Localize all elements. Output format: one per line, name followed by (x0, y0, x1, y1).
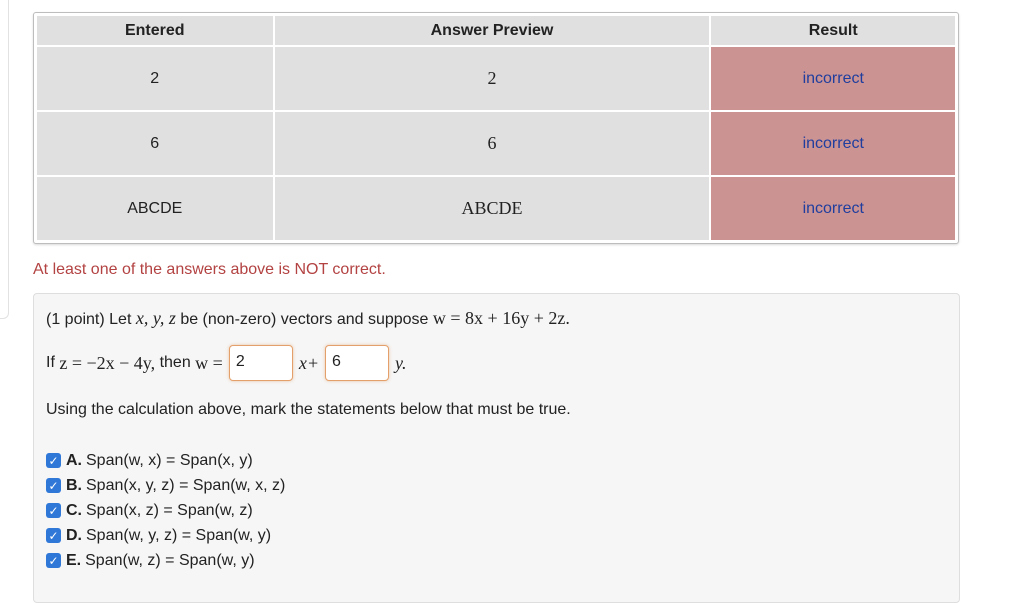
option-letter: E. (66, 551, 82, 569)
entered-cell: 6 (37, 112, 273, 175)
instruction-text: Using the calculation above, mark the statements below that must be true. (46, 401, 571, 418)
option-e[interactable] (46, 548, 285, 573)
answer-input-1[interactable]: 2 (229, 345, 293, 381)
table-row (37, 112, 955, 175)
option-b[interactable] (46, 473, 285, 498)
w-equation: w = 8x + 16y + 2z. (432, 308, 570, 328)
result-cell: incorrect (711, 47, 955, 110)
option-text: Span(w, y, z) = Span(w, y) (86, 526, 272, 544)
option-text: Span(w, z) = Span(w, y) (85, 551, 255, 569)
entered-cell: ABCDE (37, 177, 273, 240)
option-letter: D. (66, 526, 82, 544)
side-panel-edge (0, 0, 9, 319)
option-text: Span(w, x) = Span(x, y) (86, 451, 253, 469)
x-plus-label: x+ (298, 352, 319, 373)
answer-line (46, 345, 406, 381)
result-cell: incorrect (711, 177, 955, 240)
if-label: If (46, 354, 55, 371)
option-a[interactable] (46, 448, 285, 473)
option-d[interactable] (46, 523, 285, 548)
option-c[interactable] (46, 498, 285, 523)
option-letter: B. (66, 476, 82, 494)
preview-cell: ABCDE (275, 177, 710, 240)
check-icon[interactable]: ✓ (46, 453, 61, 468)
then-label: then (159, 354, 191, 371)
y-end-label: y. (394, 352, 407, 373)
option-letter: C. (66, 501, 82, 519)
check-icon[interactable]: ✓ (46, 553, 61, 568)
entered-cell: 2 (37, 47, 273, 110)
preview-cell: 6 (275, 112, 710, 175)
header-result: Result (711, 16, 955, 45)
result-cell: incorrect (711, 112, 955, 175)
header-entered: Entered (37, 16, 273, 45)
attempt-results-table (33, 12, 959, 244)
preview-cell: 2 (275, 47, 710, 110)
points-label: (1 point) (46, 311, 105, 328)
option-text: Span(x, y, z) = Span(w, x, z) (86, 476, 286, 494)
intro-text: Let (109, 311, 132, 328)
table-row (37, 177, 955, 240)
w-label: w = (195, 352, 223, 373)
check-icon[interactable]: ✓ (46, 478, 61, 493)
option-text: Span(x, z) = Span(w, z) (86, 501, 253, 519)
table-row (37, 47, 955, 110)
vector-list: x, y, z (135, 308, 176, 328)
answer-input-2[interactable]: 6 (325, 345, 389, 381)
problem-statement (46, 308, 570, 329)
problem-panel (33, 293, 960, 603)
z-equation: z = −2x − 4y, (59, 352, 156, 373)
check-icon[interactable]: ✓ (46, 528, 61, 543)
option-letter: A. (66, 451, 82, 469)
statement-options (46, 448, 285, 573)
header-answer-preview: Answer Preview (275, 16, 710, 45)
incorrect-warning: At least one of the answers above is NOT correct. (33, 261, 386, 278)
intro-text-2: be (non-zero) vectors and suppose (180, 311, 429, 328)
check-icon[interactable]: ✓ (46, 503, 61, 518)
